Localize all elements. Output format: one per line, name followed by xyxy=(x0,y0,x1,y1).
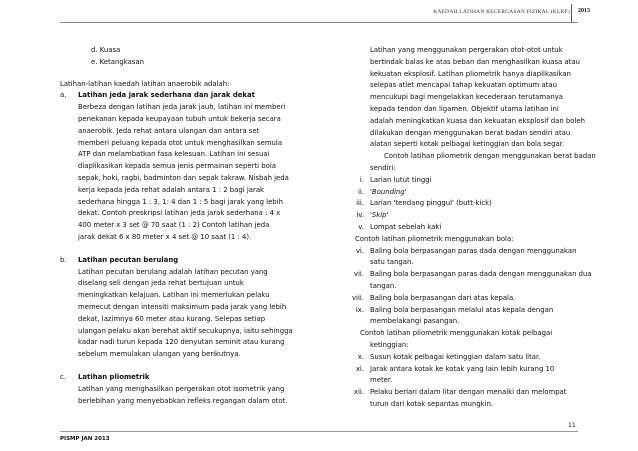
list-text: Baling bola berpasangan dari atas kepala. xyxy=(370,293,516,302)
list-text: Baling bola berpasangan paras dada dengan menggunakan xyxy=(370,246,577,255)
section-a-body xyxy=(60,102,350,244)
list-text-cont: satu tangan. xyxy=(370,258,414,267)
list-num: vi. xyxy=(355,246,364,255)
text-line: Latihan yang menghasilkan pergerakan otot isometrik yang xyxy=(78,384,285,393)
list-num: v. xyxy=(358,222,364,231)
section-b-title: Latihan pecutan berulang xyxy=(78,255,179,264)
text-line: mencukupi bagi mengelakkan kecederaan terutamanya xyxy=(370,93,564,102)
contoh-kotak: Contoh latihan pliometrik menggunakan kotak pelbagai xyxy=(360,329,553,338)
list-num: viii. xyxy=(351,293,364,302)
text-line: kerja kepada jeda rehat adalah antara 1 : 2 bagi jarak xyxy=(78,185,265,194)
footer-rule xyxy=(60,431,578,432)
text-line: kekuatan eksplosif. Latihan pliometrik hanya diaplikasikan xyxy=(370,69,572,78)
text-line: dilakukan dengan menggunakan berat badan sendiri atau xyxy=(370,128,571,137)
text-line: memberi peluang kepada otot untuk menghasilkan semula xyxy=(78,138,283,147)
item-d: d. Kuasa xyxy=(91,46,121,54)
list-text: Larian lutut tinggi xyxy=(370,175,432,184)
text-line: kepada tendon dan ligamen. Objektif utama latihan ini xyxy=(370,104,559,113)
text-line: penekanan kepada keupayaan tubuh untuk bekerja secara xyxy=(78,114,281,123)
header-year: 2013 xyxy=(578,8,590,14)
header-separator xyxy=(571,4,572,22)
text-line: meningkatkan kelajuan. Latihan ini memerlukan pelaku xyxy=(78,291,270,300)
text-line: Latihan yang menggunakan pergerakan otot-otot untuk xyxy=(370,46,563,54)
text-line: berlebihan yang menyebabkan refleks regangan dalam otot. xyxy=(78,396,288,405)
list-num: vii. xyxy=(353,270,364,279)
text-line: Berbeza dengan latihan jeda jarak jauh, latihan ini memberi xyxy=(78,103,286,112)
header-title: KAEDAH LATIHAN KECERGASAN FIZIKAL (KLKF) xyxy=(433,9,570,15)
list-text: Baling bola berpasangan paras dada dengan menggunakan dua xyxy=(370,270,592,279)
list-text: 'Bounding' xyxy=(370,187,407,196)
section-c-title: Latihan pliometrik xyxy=(78,372,150,381)
list-text: Pelaku berlari dalam litar dengan menaiki dan melompat xyxy=(370,388,567,397)
text-line: bertindak balas ke atas beban dan menghasilkan kuasa atau xyxy=(370,57,580,66)
section-a-title: Latihan jeda jarak sederhana dan jarak dekat xyxy=(78,91,255,100)
list-text-cont: tangan. xyxy=(370,281,397,290)
text-line: diselang seli dengan jeda rehat bertujuan untuk xyxy=(78,279,244,288)
text-line: diaplikasikan kepada semua jenis permainan seperti bola xyxy=(78,162,276,171)
text-line: kadar nadi turun kepada 120 denyutan seminit atau kurang xyxy=(78,338,285,347)
text-line: adalah meningkatkan kuasa dan kekuatan eksplosif dan boleh xyxy=(370,116,585,125)
list-text: Jarak antara kotak ke kotak yang lain lebih kurang 10 xyxy=(370,364,555,373)
text-line: anaerobik. Jeda rehat antara ulangan dan antara set xyxy=(78,126,260,135)
section-b-marker: b. xyxy=(60,255,67,264)
contoh-berat-badan-cont: sendiri: xyxy=(370,163,396,172)
list-text: Larian 'tendang pinggul' (butt-kick) xyxy=(370,199,492,208)
list-text-cont: membelakangi pasangan. xyxy=(370,317,460,326)
text-line: memecut dengan intensiti maksimum pada jarak yang lebih xyxy=(78,302,287,311)
left-column xyxy=(60,45,350,407)
intro-text: Latihan-latihan kaedah latihan anaerobik adalah: xyxy=(60,79,230,88)
list-num: ii. xyxy=(357,187,364,196)
list-num: iii. xyxy=(356,199,364,208)
header-rule xyxy=(60,22,578,23)
list-text-cont: meter. xyxy=(370,376,393,385)
list-text: Lompat sebelah kaki xyxy=(370,222,442,231)
list-num: iv. xyxy=(356,211,364,220)
text-line: ATP dan melambatkan fasa kelesuan. Latihan ini sesuai xyxy=(78,150,270,159)
text-line: jarak dekat 6 x 80 meter x 4 set @ 10 saat (1 : 4). xyxy=(78,232,252,241)
text-line: dekat. Contoh preskripsi latihan jeda jarak sederhana : 4 x xyxy=(78,209,281,218)
list-text: Baling bola berpasangan melalui atas kepala dengan xyxy=(370,305,554,314)
list-num: xi. xyxy=(355,364,364,373)
text-line: sepak, hoki, ragbi, badminton dan sepak takraw. Nisbah jeda xyxy=(78,173,289,182)
contoh-bola: Contoh latihan pliometrik menggunakan bola: xyxy=(355,234,514,243)
text-line: alatan seperti kotak pelbagai ketinggian dan bola segar. xyxy=(370,140,565,149)
text-line: sederhana hingga 1 : 3, 1: 4 dan 1 : 5 bagi jarak yang lebih xyxy=(78,197,283,206)
text-line: dekat, lazimnya 60 meter atau kurang. Selepas setiap xyxy=(78,314,266,323)
list-text: Susun kotak pelbagai ketinggian dalam satu litar. xyxy=(370,352,541,361)
section-b-body xyxy=(60,267,350,361)
section-a-marker: a. xyxy=(60,91,67,100)
list-num: x. xyxy=(357,352,364,361)
page-number: 11 xyxy=(568,422,576,429)
text-line: Latihan pecutan berulang adalah latihan pecutan yang xyxy=(78,267,268,276)
pliometrik-paragraph xyxy=(338,45,598,151)
text-line: selepas atlet mencapai tahap kekuatan optimum atau xyxy=(370,81,557,90)
item-e: e. Ketangkasan xyxy=(91,57,144,66)
section-c-body xyxy=(60,384,350,408)
contoh-berat-badan: Contoh latihan pliometrik dengan menggunakan berat badan xyxy=(384,152,596,161)
list-text: 'Skip' xyxy=(370,211,389,220)
list-num: i. xyxy=(359,175,364,184)
list-text-cont: turun dari kotak sepantas mungkin. xyxy=(370,399,494,408)
list-num: xii. xyxy=(353,388,364,397)
text-line: sebelum memulakan ulangan yang berikutnya. xyxy=(78,350,241,359)
section-c-marker: c. xyxy=(60,372,66,381)
text-line: 400 meter x 3 set @ 70 saat (1 : 2) Contoh latihan jeda xyxy=(78,221,270,230)
text-line: ulangan pelaku akan berehat aktif secukupnya, iaitu sehingga xyxy=(78,326,293,335)
contoh-kotak-cont: ketinggian: xyxy=(370,340,409,349)
footer-label: PISMP JAN 2013 xyxy=(60,436,110,442)
right-column xyxy=(338,45,598,411)
list-num: ix. xyxy=(355,305,364,314)
